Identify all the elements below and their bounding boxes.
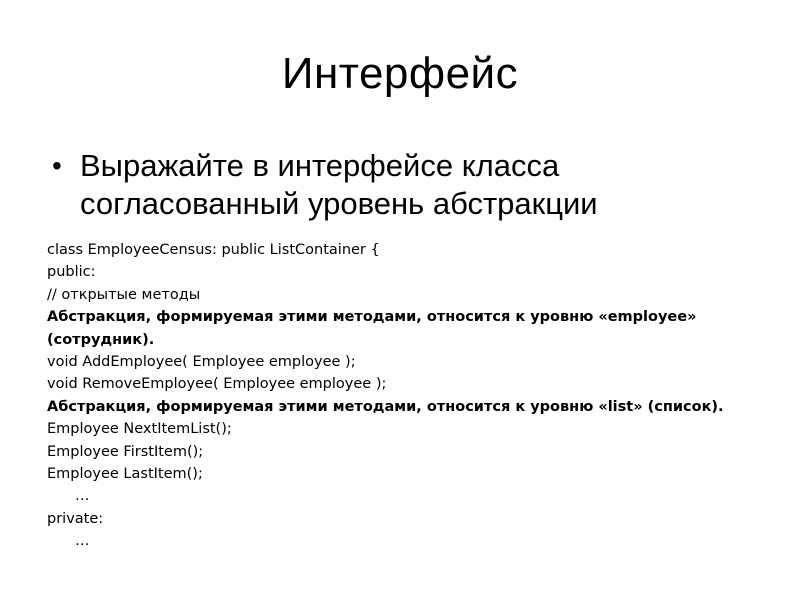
code-line-ellipsis: … <box>75 533 90 550</box>
code-line-next-item-list: Employee NextItemList(); <box>47 421 232 438</box>
code-line-remove-employee: void RemoveEmployee( Employee employee ); <box>47 376 387 393</box>
code-line-first-item: Employee FirstItem(); <box>47 443 204 460</box>
code-line-public: public: <box>47 264 96 281</box>
slide-title: Интерфейс <box>281 49 519 98</box>
code-line-class-declaration: class EmployeeCensus: public ListContainer { <box>47 242 380 258</box>
code-line-abstraction-list: Абстракция, формируемая этими методами, относится к уровню «list» (список). <box>47 398 724 415</box>
bullet-text: Выражайте в интерфейсе класса согласованный уровень абстракции <box>80 148 598 221</box>
code-line-add-employee: void AddEmployee( Employee employee ); <box>47 354 356 371</box>
code-line-last-item: Employee LastItem(); <box>47 466 203 483</box>
code-line-private: private: <box>47 510 104 527</box>
bullet-marker: • <box>52 150 62 181</box>
bullet-item <box>52 147 752 223</box>
code-line-comment: // открытые методы <box>47 286 201 303</box>
code-line-ellipsis: … <box>75 488 90 505</box>
code-block <box>47 239 767 553</box>
code-line-abstraction-employee: Абстракция, формируемая этими методами, относится к уровню «employee» (сотрудник). <box>47 309 702 348</box>
